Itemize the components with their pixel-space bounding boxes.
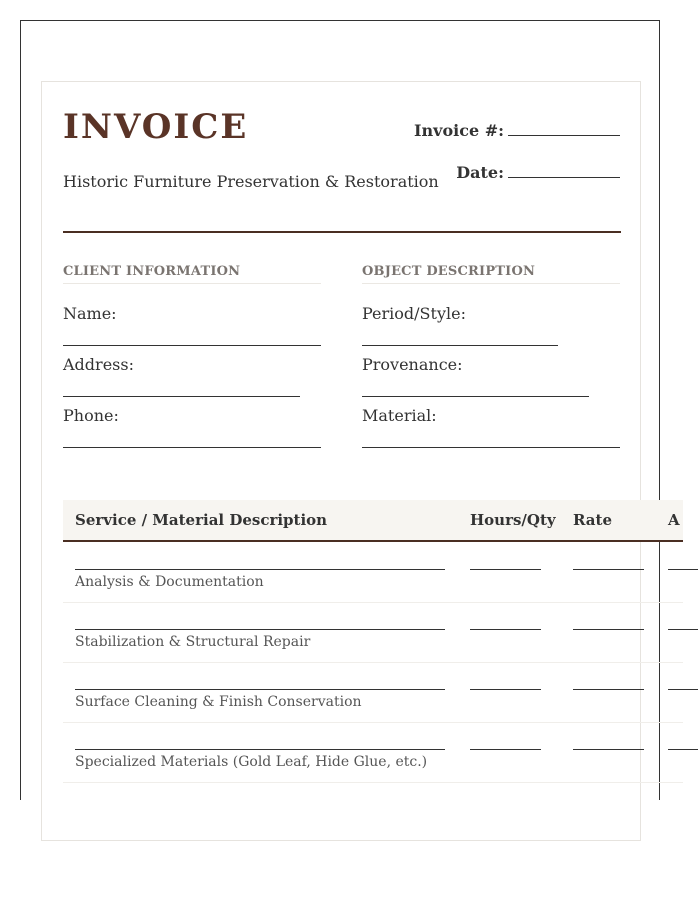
items-table (63, 500, 683, 800)
amount-blank[interactable] (668, 749, 698, 750)
qty-blank[interactable] (470, 629, 541, 630)
page-frame (20, 20, 680, 800)
invoice-card (41, 81, 680, 841)
description-blank[interactable] (75, 569, 445, 570)
client-information-heading: CLIENT INFORMATION (63, 264, 321, 284)
invoice-number-blank[interactable] (508, 121, 620, 136)
date-field[interactable] (456, 163, 620, 182)
client-name-label: Name: (63, 304, 117, 323)
date-label: Date: (456, 163, 504, 182)
qty-blank[interactable] (470, 569, 541, 570)
row-label: Analysis & Documentation (75, 574, 264, 590)
row-label: Specialized Materials (Gold Leaf, Hide Glue, etc.) (75, 754, 428, 770)
items-table-header (63, 500, 683, 542)
invoice-number-field[interactable] (414, 121, 620, 140)
client-address-field[interactable] (63, 335, 321, 386)
column-header-rate: Rate (573, 511, 613, 529)
invoice-title: INVOICE (63, 107, 249, 147)
object-description-heading: OBJECT DESCRIPTION (362, 264, 620, 284)
rate-blank[interactable] (573, 569, 644, 570)
client-name-field[interactable] (63, 284, 321, 335)
date-blank[interactable] (508, 163, 620, 178)
rate-blank[interactable] (573, 749, 644, 750)
description-blank[interactable] (75, 629, 445, 630)
amount-blank[interactable] (668, 569, 698, 570)
client-phone-line[interactable] (63, 447, 321, 448)
business-name: Historic Furniture Preservation & Restoration (63, 172, 439, 191)
period-style-field[interactable] (362, 284, 620, 335)
qty-blank[interactable] (470, 749, 541, 750)
material-label: Material: (362, 406, 437, 425)
header-divider (63, 231, 621, 233)
client-address-label: Address: (63, 355, 134, 374)
object-description-section (362, 264, 620, 437)
provenance-field[interactable] (362, 335, 620, 386)
rate-blank[interactable] (573, 689, 644, 690)
description-blank[interactable] (75, 749, 445, 750)
column-header-amount: A (668, 511, 680, 529)
table-row (63, 602, 683, 663)
row-label: Stabilization & Structural Repair (75, 634, 311, 650)
qty-blank[interactable] (470, 689, 541, 690)
amount-blank[interactable] (668, 629, 698, 630)
invoice-number-label: Invoice #: (414, 121, 504, 140)
client-phone-label: Phone: (63, 406, 119, 425)
client-phone-field[interactable] (63, 386, 321, 437)
material-field[interactable] (362, 386, 620, 437)
rate-blank[interactable] (573, 629, 644, 630)
table-row (63, 542, 683, 603)
column-header-description: Service / Material Description (75, 511, 328, 529)
row-label: Surface Cleaning & Finish Conservation (75, 694, 362, 710)
description-blank[interactable] (75, 689, 445, 690)
period-style-label: Period/Style: (362, 304, 466, 323)
table-row (63, 722, 683, 783)
column-header-hours-qty: Hours/Qty (470, 511, 556, 529)
client-information-section (63, 264, 321, 437)
provenance-label: Provenance: (362, 355, 463, 374)
table-row (63, 662, 683, 723)
material-line[interactable] (362, 447, 620, 448)
amount-blank[interactable] (668, 689, 698, 690)
